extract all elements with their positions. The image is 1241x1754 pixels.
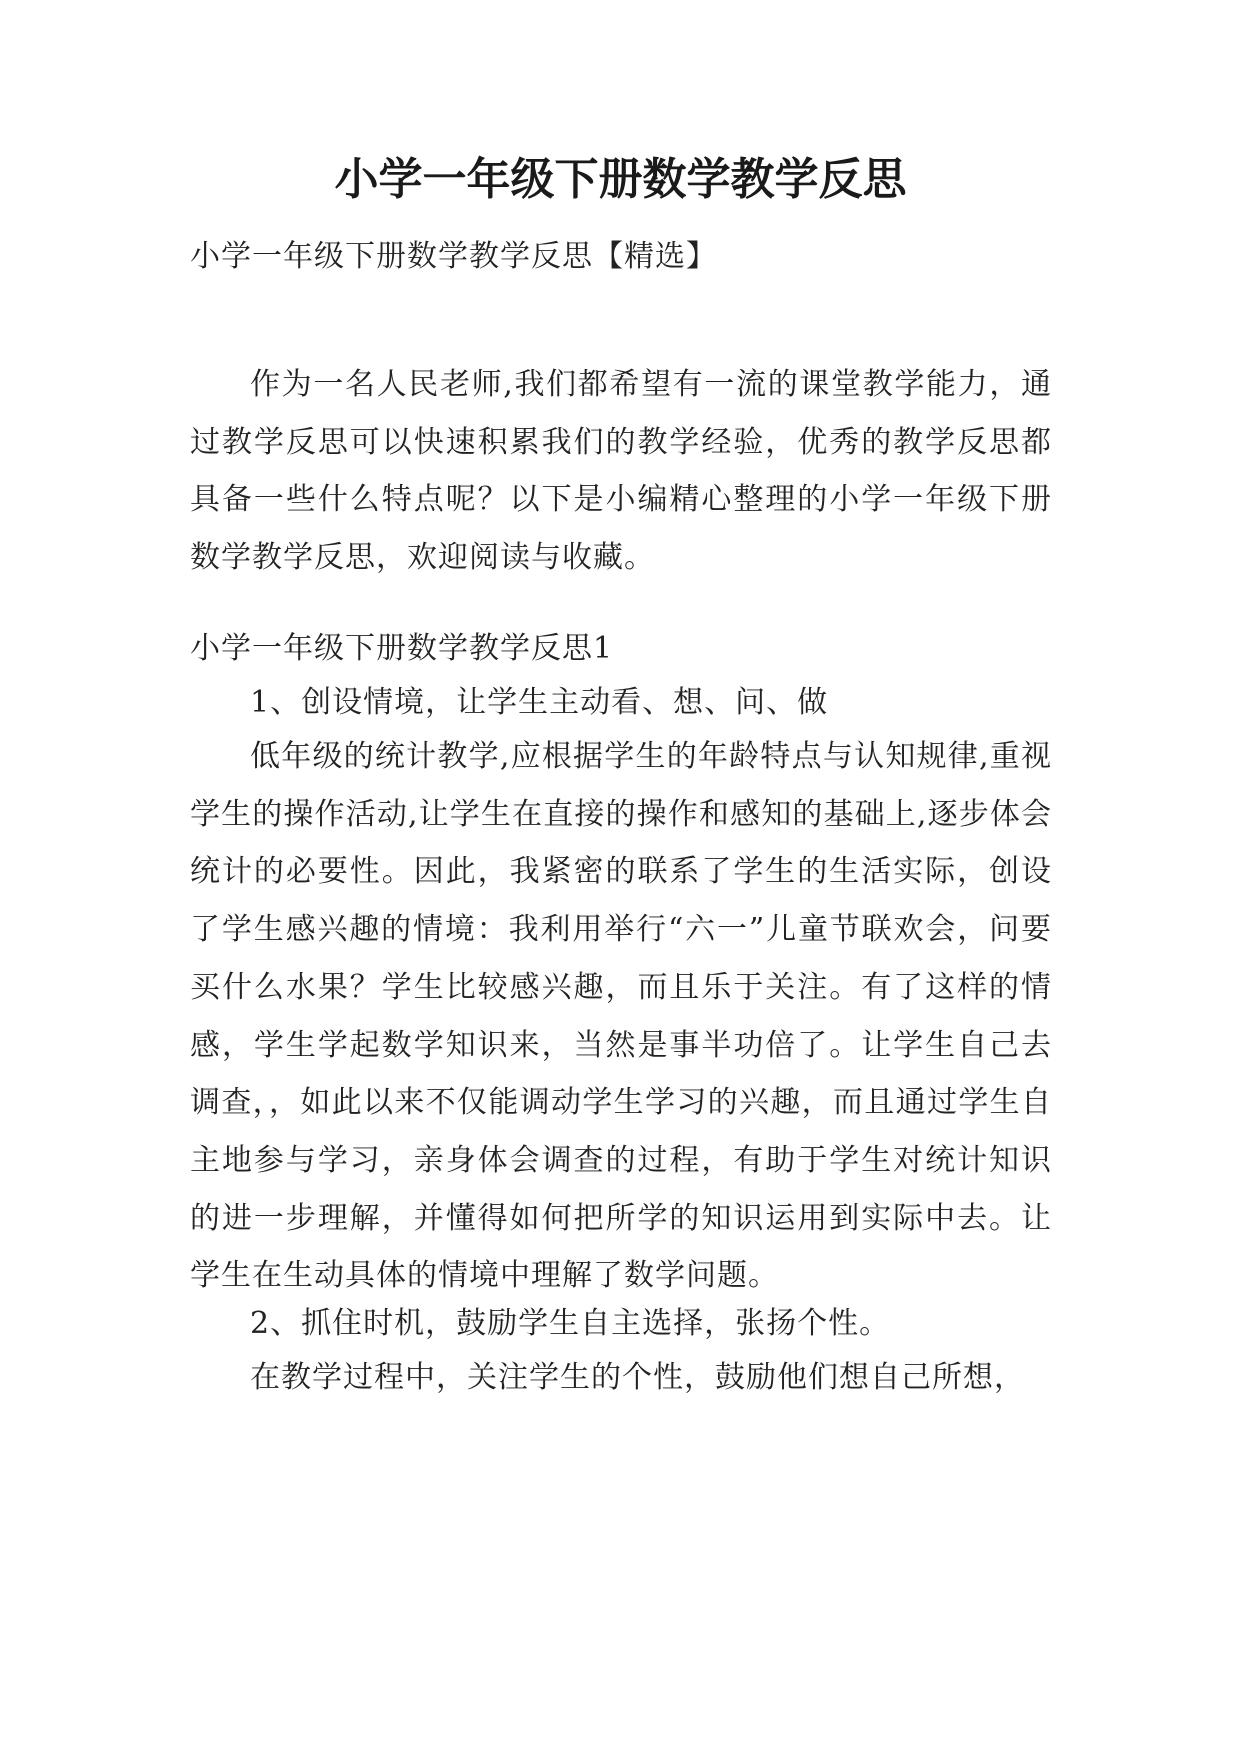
point-heading-2: 2、抓住时机，鼓励学生自主选择，张扬个性。: [250, 1306, 891, 1341]
point-body-1: 低年级的统计教学,应根据学生的年龄特点与认知规律,重视学生的操作活动,让学生在直接的操作和感知的基础上,逐步体会统计的必要性。因此，我紧密的联系了学生的生活实际，创设了学生感兴趣的情境：我利用举行“六一”儿童节联欢会，问要买什么水果？学生比较感兴趣，而且乐于关注。有了这样的情感，学生学起数学知识来，当然是事半功倍了。让学生自己去调查，，如此以来不仅能调动学生学习的兴趣，而且通过学生自主地参与学习，亲身体会调查的过程，有助于学生对统计知识的进一步理解，并懂得如何把所学的知识运用到实际中去。让学生在生动具体的情境中理解了数学问题。: [190, 739, 1052, 1294]
document-title: 小学一年级下册数学教学反思: [334, 154, 907, 205]
intro-paragraph: 作为一名人民老师,我们都希望有一流的课堂教学能力，通过教学反思可以快速积累我们的教学经验，优秀的教学反思都具备一些什么特点呢？以下是小编精心整理的小学一年级下册数学教学反思，欢迎阅读与收藏。: [190, 367, 1052, 576]
section-heading: 小学一年级下册数学教学反思1: [190, 631, 614, 666]
document-subtitle: 小学一年级下册数学教学反思【精选】: [190, 239, 717, 274]
point-body-2: 在教学过程中，关注学生的个性，鼓励他们想自己所想，: [250, 1360, 1025, 1395]
point-heading-1: 1、创设情境，让学生主动看、想、问、做: [250, 685, 829, 720]
